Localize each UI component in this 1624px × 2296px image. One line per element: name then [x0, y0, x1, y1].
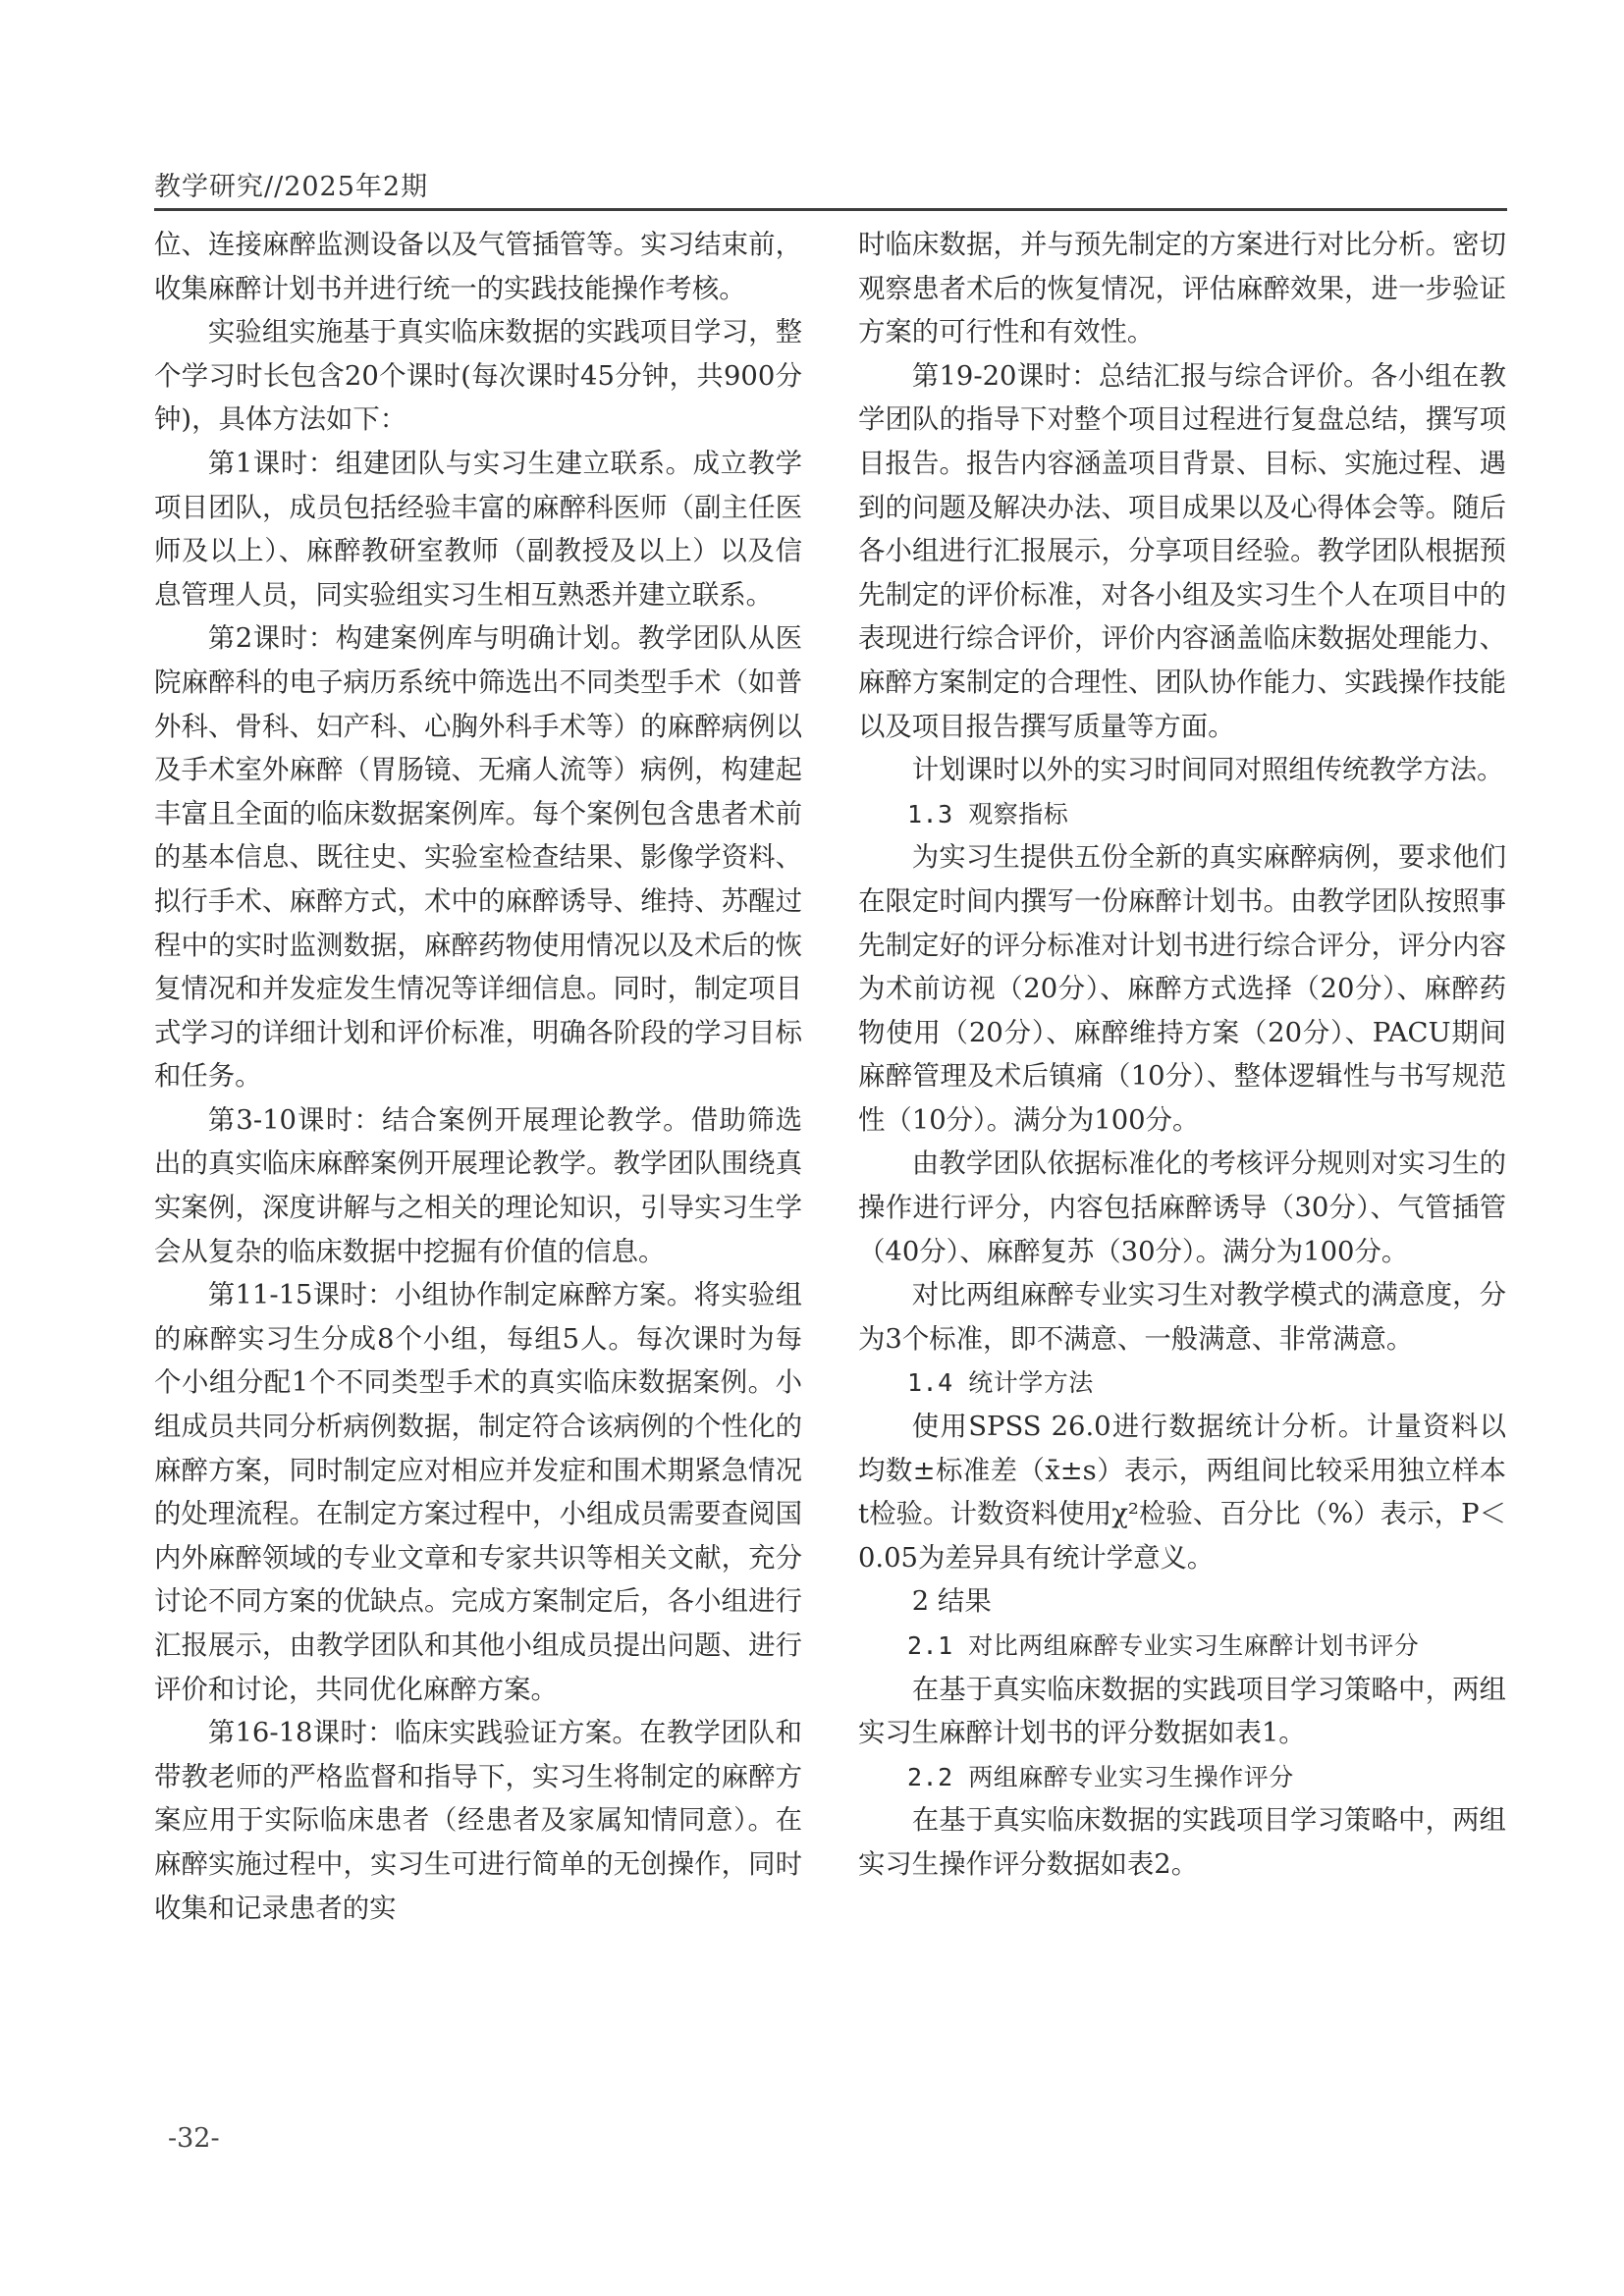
paragraph: 第3-10课时：结合案例开展理论教学。借助筛选出的真实临床麻醉案例开展理论教学。教学团队围绕真实案例，深度讲解与之相关的理论知识，引导实习生学会从复杂的临床数据中挖掘有价值的信息。 — [154, 1104, 802, 1267]
running-header — [154, 165, 1507, 206]
paragraph: 在基于真实临床数据的实践项目学习策略中，两组实习生麻醉计划书的评分数据如表1。 — [858, 1674, 1506, 1749]
section-heading: 1.3 观察指标 — [907, 799, 1069, 828]
left-column — [154, 224, 802, 1931]
paragraph: 为实习生提供五份全新的真实麻醉病例，要求他们在限定时间内撰写一份麻醉计划书。由教学团队按照事先制定好的评分标准对计划书进行综合评分，评分内容为术前访视（20分）、麻醉方式选择（20分）、麻醉药物使用（20分）、麻醉维持方案（20分）、PACU期间麻醉管理及术后镇痛（10分）、整体逻辑性与书写规范性（10分）。满分为100分。 — [858, 842, 1506, 1136]
paragraph: 使用SPSS 26.0进行数据统计分析。计量资料以均数±标准差（x̄±s）表示，两组间比较采用独立样本t检验。计数资料使用χ²检验、百分比（%）表示，P＜0.05为差异具有统计学意义。 — [858, 1412, 1506, 1574]
header-rule — [154, 208, 1507, 211]
section-heading: 2 结果 — [911, 1586, 992, 1618]
paragraph: 第19-20课时：总结汇报与综合评价。各小组在教学团队的指导下对整个项目过程进行复盘总结，撰写项目报告。报告内容涵盖项目背景、目标、实施过程、遇到的问题及解决办法、项目成果以及心得体会等。随后各小组进行汇报展示，分享项目经验。教学团队根据预先制定的评价标准，对各小组及实习生个人在项目中的表现进行综合评价，评价内容涵盖临床数据处理能力、麻醉方案制定的合理性、团队协作能力、实践操作技能以及项目报告撰写质量等方面。 — [858, 360, 1506, 742]
section-heading: 2.2 两组麻醉专业实习生操作评分 — [907, 1762, 1294, 1791]
paragraph: 时临床数据，并与预先制定的方案进行对比分析。密切观察患者术后的恢复情况，评估麻醉效果，进一步验证方案的可行性和有效性。 — [858, 230, 1506, 348]
section-heading: 2.1 对比两组麻醉专业实习生麻醉计划书评分 — [907, 1631, 1420, 1660]
paragraph: 第16-18课时：临床实践验证方案。在教学团队和带教老师的严格监督和指导下，实习生将制定的麻醉方案应用于实际临床患者（经患者及家属知情同意）。在麻醉实施过程中，实习生可进行简单的无创操作，同时收集和记录患者的实 — [154, 1718, 802, 1924]
section-heading: 1.4 统计学方法 — [907, 1368, 1094, 1398]
paragraph: 第11-15课时：小组协作制定麻醉方案。将实验组的麻醉实习生分成8个小组，每组5人。每次课时为每个小组分配1个不同类型手术的真实临床数据案例。小组成员共同分析病例数据，制定符合该病例的个性化的麻醉方案，同时制定应对相应并发症和围术期紧急情况的处理流程。在制定方案过程中，小组成员需要查阅国内外麻醉领域的专业文章和专家共识等相关文献，充分讨论不同方案的优缺点。完成方案制定后，各小组进行汇报展示，由教学团队和其他小组成员提出问题、进行评价和讨论，共同优化麻醉方案。 — [154, 1280, 802, 1705]
paragraph: 计划课时以外的实习时间同对照组传统教学方法。 — [911, 755, 1504, 786]
paragraph: 第2课时：构建案例库与明确计划。教学团队从医院麻醉科的电子病历系统中筛选出不同类型手术（如普外科、骨科、妇产科、心胸外科手术等）的麻醉病例以及手术室外麻醉（胃肠镜、无痛人流等）病例，构建起丰富且全面的临床数据案例库。每个案例包含患者术前的基本信息、既往史、实验室检查结果、影像学资料、拟行手术、麻醉方式，术中的麻醉诱导、维持、苏醒过程中的实时监测数据，麻醉药物使用情况以及术后的恢复情况和并发症发生情况等详细信息。同时，制定项目式学习的详细计划和评价标准，明确各阶段的学习目标和任务。 — [154, 623, 802, 1093]
right-column — [858, 224, 1506, 1888]
paragraph: 对比两组麻醉专业实习生对教学模式的满意度，分为3个标准，即不满意、一般满意、非常满意。 — [858, 1280, 1506, 1355]
paragraph: 位、连接麻醉监测设备以及气管插管等。实习结束前，收集麻醉计划书并进行统一的实践技能操作考核。 — [154, 230, 802, 304]
paragraph: 由教学团队依据标准化的考核评分规则对实习生的操作进行评分，内容包括麻醉诱导（30分）、气管插管（40分）、麻醉复苏（30分）。满分为100分。 — [858, 1148, 1506, 1267]
page-number: -32- — [168, 2123, 220, 2154]
paragraph: 实验组实施基于真实临床数据的实践项目学习，整个学习时长包含20个课时(每次课时45分钟，共900分钟)，具体方法如下： — [154, 317, 802, 436]
paragraph: 在基于真实临床数据的实践项目学习策略中，两组实习生操作评分数据如表2。 — [858, 1805, 1506, 1880]
journal-header-title: 教学研究//2025年2期 — [154, 172, 429, 202]
paragraph: 第1课时：组建团队与实习生建立联系。成立教学项目团队，成员包括经验丰富的麻醉科医师（副主任医师及以上）、麻醉教研室教师（副教授及以上）以及信息管理人员，同实验组实习生相互熟悉并建立联系。 — [154, 448, 802, 611]
